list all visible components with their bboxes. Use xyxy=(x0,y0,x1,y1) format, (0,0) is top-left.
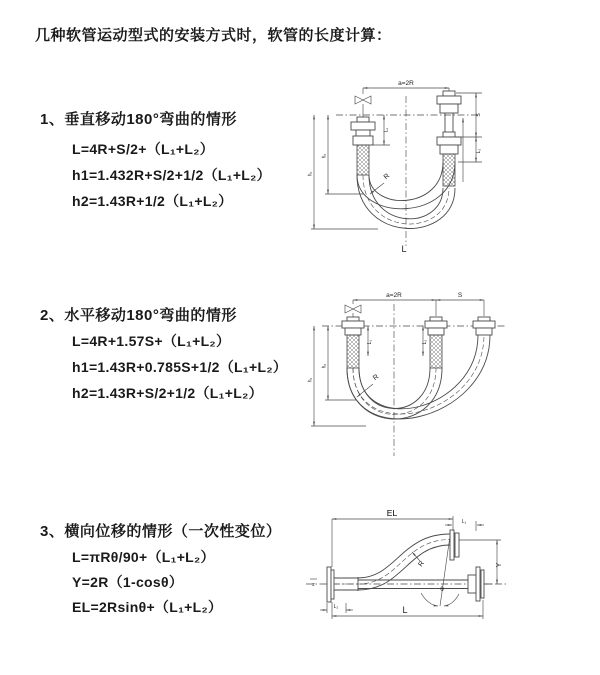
dim-width xyxy=(353,292,484,316)
dim-label-s: S xyxy=(476,113,482,117)
datum-mark xyxy=(310,579,317,588)
dim-l1 xyxy=(445,519,484,531)
hose-curves xyxy=(347,335,490,419)
braided-hose-section xyxy=(443,154,455,186)
dim-label-width: a=2R xyxy=(398,80,414,87)
dim-label-l1: L₁ xyxy=(461,519,467,525)
radius-leader xyxy=(357,373,380,397)
hose-curves xyxy=(334,534,450,590)
dim-label-h2: h₂ xyxy=(321,363,328,369)
dim-label-y: Y xyxy=(496,562,503,568)
section-3-formula-y: Y=2R（1-cosθ） xyxy=(72,574,184,590)
dim-label-l1: L₁ xyxy=(383,127,390,133)
dim-label-s: S xyxy=(457,292,463,299)
section-2-formula-h2: h2=1.43R+S/2+1/2（L₁+L₂） xyxy=(72,385,263,401)
section-1-formula-h2: h2=1.43R+1/2（L₁+L₂） xyxy=(72,193,233,209)
braided-hose-section xyxy=(430,335,442,368)
right-flange-lower xyxy=(437,132,461,186)
valve-icon xyxy=(355,96,371,117)
section-1-formula-l: L=4R+S/2+（L₁+L₂） xyxy=(72,141,215,157)
right-flange xyxy=(473,317,495,335)
dim-label-r: R xyxy=(417,560,427,569)
datum-label: z xyxy=(312,582,315,588)
section-1-heading: 1、垂直移动180°弯曲的情形 xyxy=(40,111,237,128)
dim-label-width: a=2R xyxy=(386,292,402,299)
left-flange xyxy=(327,567,358,602)
dim-label-h1: h₁ xyxy=(307,171,314,177)
page-title: 几种软管运动型式的安装方式时，软管的长度计算： xyxy=(35,27,392,44)
dim-label-l2: L₂ xyxy=(476,148,482,154)
section-3-formula-l: L=πRθ/90+（L₁+L₂） xyxy=(72,549,215,565)
section-1-formula-h1: h1=1.432R+S/2+1/2（L₁+L₂） xyxy=(72,167,271,183)
dim-length xyxy=(332,600,483,619)
diagram-vertical-180-bend xyxy=(306,74,510,260)
dim-label-length: L xyxy=(402,605,408,615)
diagram-lateral-displacement xyxy=(300,504,592,630)
section-2-heading: 2、水平移动180°弯曲的情形 xyxy=(40,307,237,324)
dim-label-length: L xyxy=(401,244,407,254)
dim-label-r: R xyxy=(372,373,381,383)
dim-el xyxy=(332,508,453,567)
upper-flange xyxy=(450,530,459,560)
section-3-formula-el: EL=2Rsinθ+（L₁+L₂） xyxy=(72,599,223,615)
dim-label-theta: θ xyxy=(440,586,444,593)
radius-leader xyxy=(370,173,391,194)
left-flange xyxy=(342,317,364,368)
dim-l2 xyxy=(422,326,428,356)
dim-label-l2: L₂ xyxy=(422,339,428,345)
dim-label-l2: L₂ xyxy=(333,604,339,610)
section-2-formula-h1: h1=1.43R+0.785S+1/2（L₁+L₂） xyxy=(72,359,288,375)
dim-l1 xyxy=(367,326,373,356)
braided-hose-section xyxy=(347,335,359,368)
braided-hose-section xyxy=(357,145,369,175)
dim-label-r: R xyxy=(382,172,392,182)
dim-label-h1: h₁ xyxy=(307,377,314,383)
valve-icon xyxy=(345,305,361,317)
section-3-heading: 3、横向位移的情形（一次性变位） xyxy=(40,523,282,540)
dim-l2 xyxy=(320,603,353,613)
middle-flange xyxy=(425,317,447,368)
dim-label-l1: L₁ xyxy=(367,339,373,345)
dim-width xyxy=(363,80,449,94)
diagram-horizontal-180-bend xyxy=(306,288,518,460)
dim-label-h2: h₂ xyxy=(321,153,328,159)
section-2-formula-l: L=4R+1.57S+（L₁+L₂） xyxy=(72,333,231,349)
left-flange xyxy=(351,117,375,175)
dim-label-el: EL xyxy=(386,508,398,518)
radius-leader xyxy=(412,552,426,568)
right-flange-upper xyxy=(437,91,461,132)
